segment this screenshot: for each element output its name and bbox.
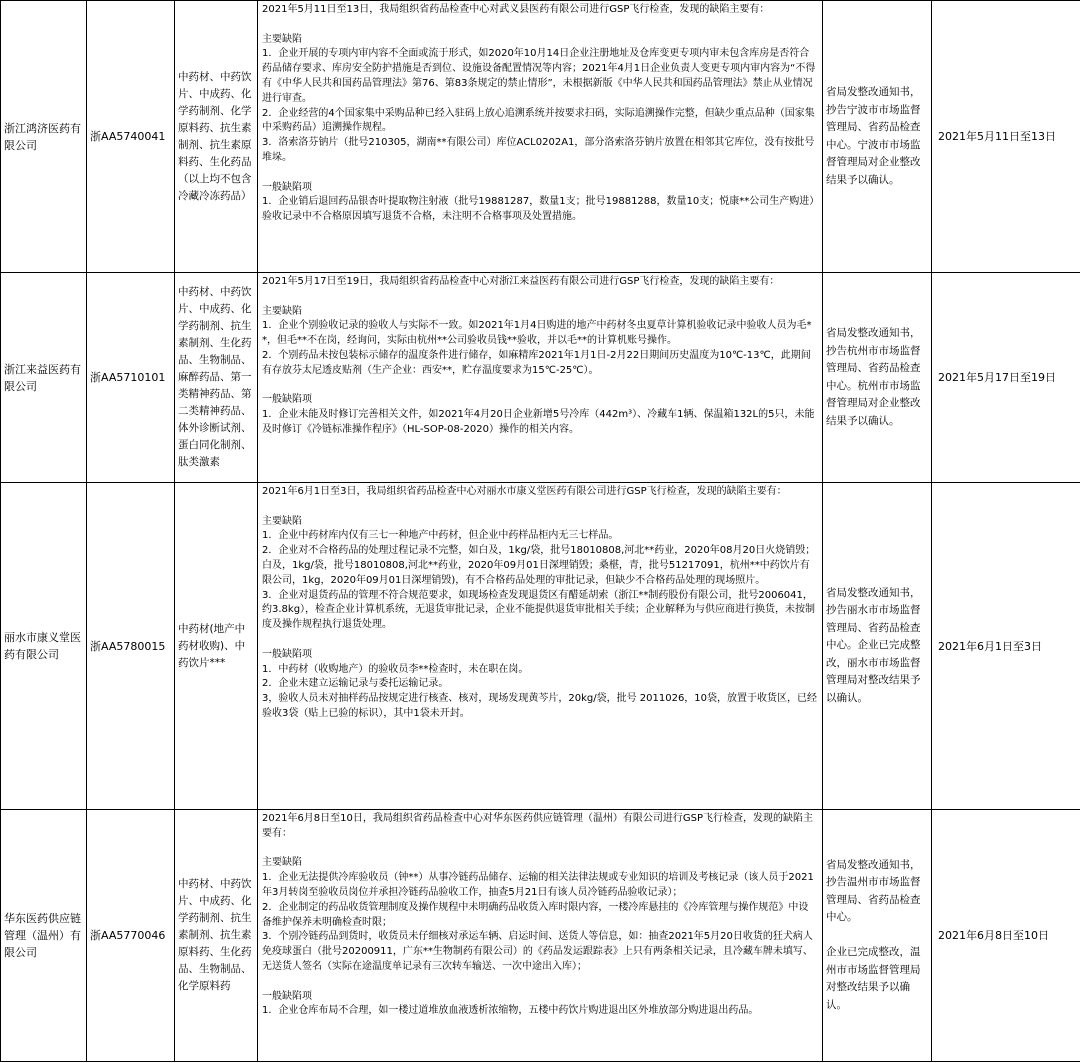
license-cell: 浙AA5780015 (87, 483, 175, 810)
handling-cell: 省局发整改通知书，抄告温州市市场监督管理局、省药品检查中心。 企业已完成整改，温州市市场监督管理局对整改结果予以确认。 (823, 810, 932, 1062)
date-cell: 2021年5月11日至13日 (932, 1, 1080, 273)
handling-cell: 省局发整改通知书，抄告丽水市市场监督管理局、省药品检查中心。企业已完成整改，丽水市市场监督管理局对整改结果予以确认。 (823, 483, 932, 810)
detail-cell: 2021年5月11日至13日，我局组织省药品检查中心对武义县医药有限公司进行GSP飞行检查，发现的缺陷主要有： 主要缺陷 1．企业开展的专项内审内容不全面或流于形式，如2020年10月14日企业注册地址及仓库变更专项内审未包含库房是否符合药品储存要求、库房安全防护措施是否到位、设施设备配置情况等内容；2021年4月1日企业负责人变更专项内审内容为“不得有《中华人民共和国药品管理法》第76、第83条规定的禁止情形”，未根据新版《中华人民共和国药品管理法》禁止从业情况进行审查。 2．企业经营的4个国家集中采购品种已经入驻码上放心追溯系统并按要求扫码，实际追溯操作完整，但缺少重点品种（国家集中采购药品）追溯操作规程。 3．洛索洛芬钠片（批号210305，湖南**有限公司）库位ACL0202A1，部分洛索洛芬钠片放置在相邻其它库位，没有按批号堆垛。 一般缺陷项 1．企业销后退回药品银杏叶提取物注射液（批号19881287，数量1支；批号19881288，数量10支；悦康**公司生产购进）验收记录中不合格原因填写退货不合格，未注明不合格事项及处置措施。 (258, 1, 823, 273)
handling-cell: 省局发整改通知书，抄告宁波市市场监督管理局、省药品检查中心。宁波市市场监督管理局对企业整改结果予以确认。 (823, 1, 932, 273)
scope-cell: 中药材、中药饮片、中成药、化学药制剂、化学原料药、抗生素制剂、抗生素原料药、生化药品（以上均不包含冷藏冷冻药品） (175, 1, 258, 273)
company-cell: 浙江来益医药有限公司 (1, 273, 87, 483)
scope-cell: 中药材、中药饮片、中成药、化学药制剂、抗生素制剂、生化药品、生物制品、麻醉药品、第一类精神药品、第二类精神药品、体外诊断试剂、蛋白同化制剂、肽类激素 (175, 273, 258, 483)
handling-cell: 省局发整改通知书，抄告杭州市市场监督管理局、省药品检查中心。杭州市市场监督管理局对企业整改结果予以确认。 (823, 273, 932, 483)
license-cell: 浙AA5710101 (87, 273, 175, 483)
table-row (1, 810, 1080, 1062)
scope-cell: 中药材、中药饮片、中成药、化学药制剂、抗生素制剂、抗生素原料药、生化药品、生物制品、化学原料药 (175, 810, 258, 1062)
table-row (1, 483, 1080, 810)
table-row (1, 273, 1080, 483)
license-cell: 浙AA5740041 (87, 1, 175, 273)
detail-cell: 2021年6月8日至10日，我局组织省药品检查中心对华东医药供应链管理（温州）有限公司进行GSP飞行检查，发现的缺陷主要有： 主要缺陷 1．企业无法提供冷库验收员（钟**）从事冷链药品储存、运输的相关法律法规或专业知识的培训及考核记录（该人员于2021年3月转岗至验收员岗位并承担冷链药品验收工作，抽查5月21日有该人员冷链药品验收记录）； 2．企业制定的药品收货管理制度及操作规程中未明确药品收货入库时限内容，一楼冷库悬挂的《冷库管理与操作规范》中设备维护保养未明确检查时限； 3．个别冷链药品到货时，收货员未仔细核对承运车辆、启运时间、送货人等信息，如：抽查2021年5月20日收货的狂犬病人免疫球蛋白（批号20200911，广东**生物制药有限公司）的《药品发运跟踪表》上只有两条相关记录，且冷藏车牌未填写、无送货人签名（实际在途温度单记录有三次转车输送、一次中途出入库）； 一般缺陷项 1．企业仓库布局不合理，如一楼过道堆放血液透析浓缩物，五楼中药饮片购进退出区外堆放部分购进退出药品。 (258, 810, 823, 1062)
date-cell: 2021年6月1日至3日 (932, 483, 1080, 810)
detail-cell: 2021年5月17日至19日，我局组织省药品检查中心对浙江来益医药有限公司进行GSP飞行检查，发现的缺陷主要有： 主要缺陷 1．企业个别验收记录的验收人与实际不一致。如2021年1月4日购进的地产中药材冬虫夏草计算机验收记录中验收人员为毛**，但毛**不在岗，经询问，实际由杭州**公司验收员钱**验收，并以毛**的计算机账号操作。 2．个别药品未按包装标示储存的温度条件进行储存，如麻精库2021年1月1日-2月22日期间历史温度为10℃-13℃，此期间有存放芬太尼透皮贴剂（生产企业：西安**，贮存温度要求为15℃-25℃）。 一般缺陷项 1．企业未能及时修订完善相关文件，如2021年4月20日企业新增5号冷库（442m³）、冷藏车1辆、保温箱132L的5只，未能及时修订《冷链标准操作程序》（HL-SOP-08-2020）操作的相关内容。 (258, 273, 823, 483)
scope-cell: 中药材(地产中药材收购)、中药饮片*** (175, 483, 258, 810)
table-row (1, 1, 1080, 273)
date-cell: 2021年5月17日至19日 (932, 273, 1080, 483)
license-cell: 浙AA5770046 (87, 810, 175, 1062)
company-cell: 丽水市康义堂医药有限公司 (1, 483, 87, 810)
date-cell: 2021年6月8日至10日 (932, 810, 1080, 1062)
company-cell: 浙江鸿济医药有限公司 (1, 1, 87, 273)
company-cell: 华东医药供应链管理（温州）有限公司 (1, 810, 87, 1062)
detail-cell: 2021年6月1日至3日，我局组织省药品检查中心对丽水市康义堂医药有限公司进行GSP飞行检查，发现的缺陷主要有： 主要缺陷 1．企业中药材库内仅有三七一种地产中药材，但企业中药样品柜内无三七样品。 2．企业对不合格药品的处理过程记录不完整，如白及，1kg/袋，批号18010808,河北**药业，2020年08月20日火烧销毁；白及，1kg/袋，批号18010808,河北**药业，2020年09月01日深埋销毁；桑椹，青，批号51217091，杭州**中药饮片有限公司，1kg，2020年09月01日深埋销毁)，有不合格药品处理的审批记录，但缺少不合格药品处理的现场照片。 3．企业对退货药品的管理不符合规范要求，如现场检查发现退货区有醋延胡索（浙江**制药股份有限公司，批号2006041，约3.8kg），检查企业计算机系统，无退货审批记录，企业不能提供退货审批相关手续；企业解释为与供应商进行换货，未按制度及操作规程执行退货处理。 一般缺陷项 1．中药材（收购地产）的验收员李**检查时，未在职在岗。 2．企业未建立运输记录与委托运输记录。 3，验收人员未对抽样药品按规定进行核查、核对，现场发现黄芩片，20kg/袋，批号 2011026，10袋，放置于收货区，已经验收3袋（贴上已验的标识），其中1袋未开封。 (258, 483, 823, 810)
